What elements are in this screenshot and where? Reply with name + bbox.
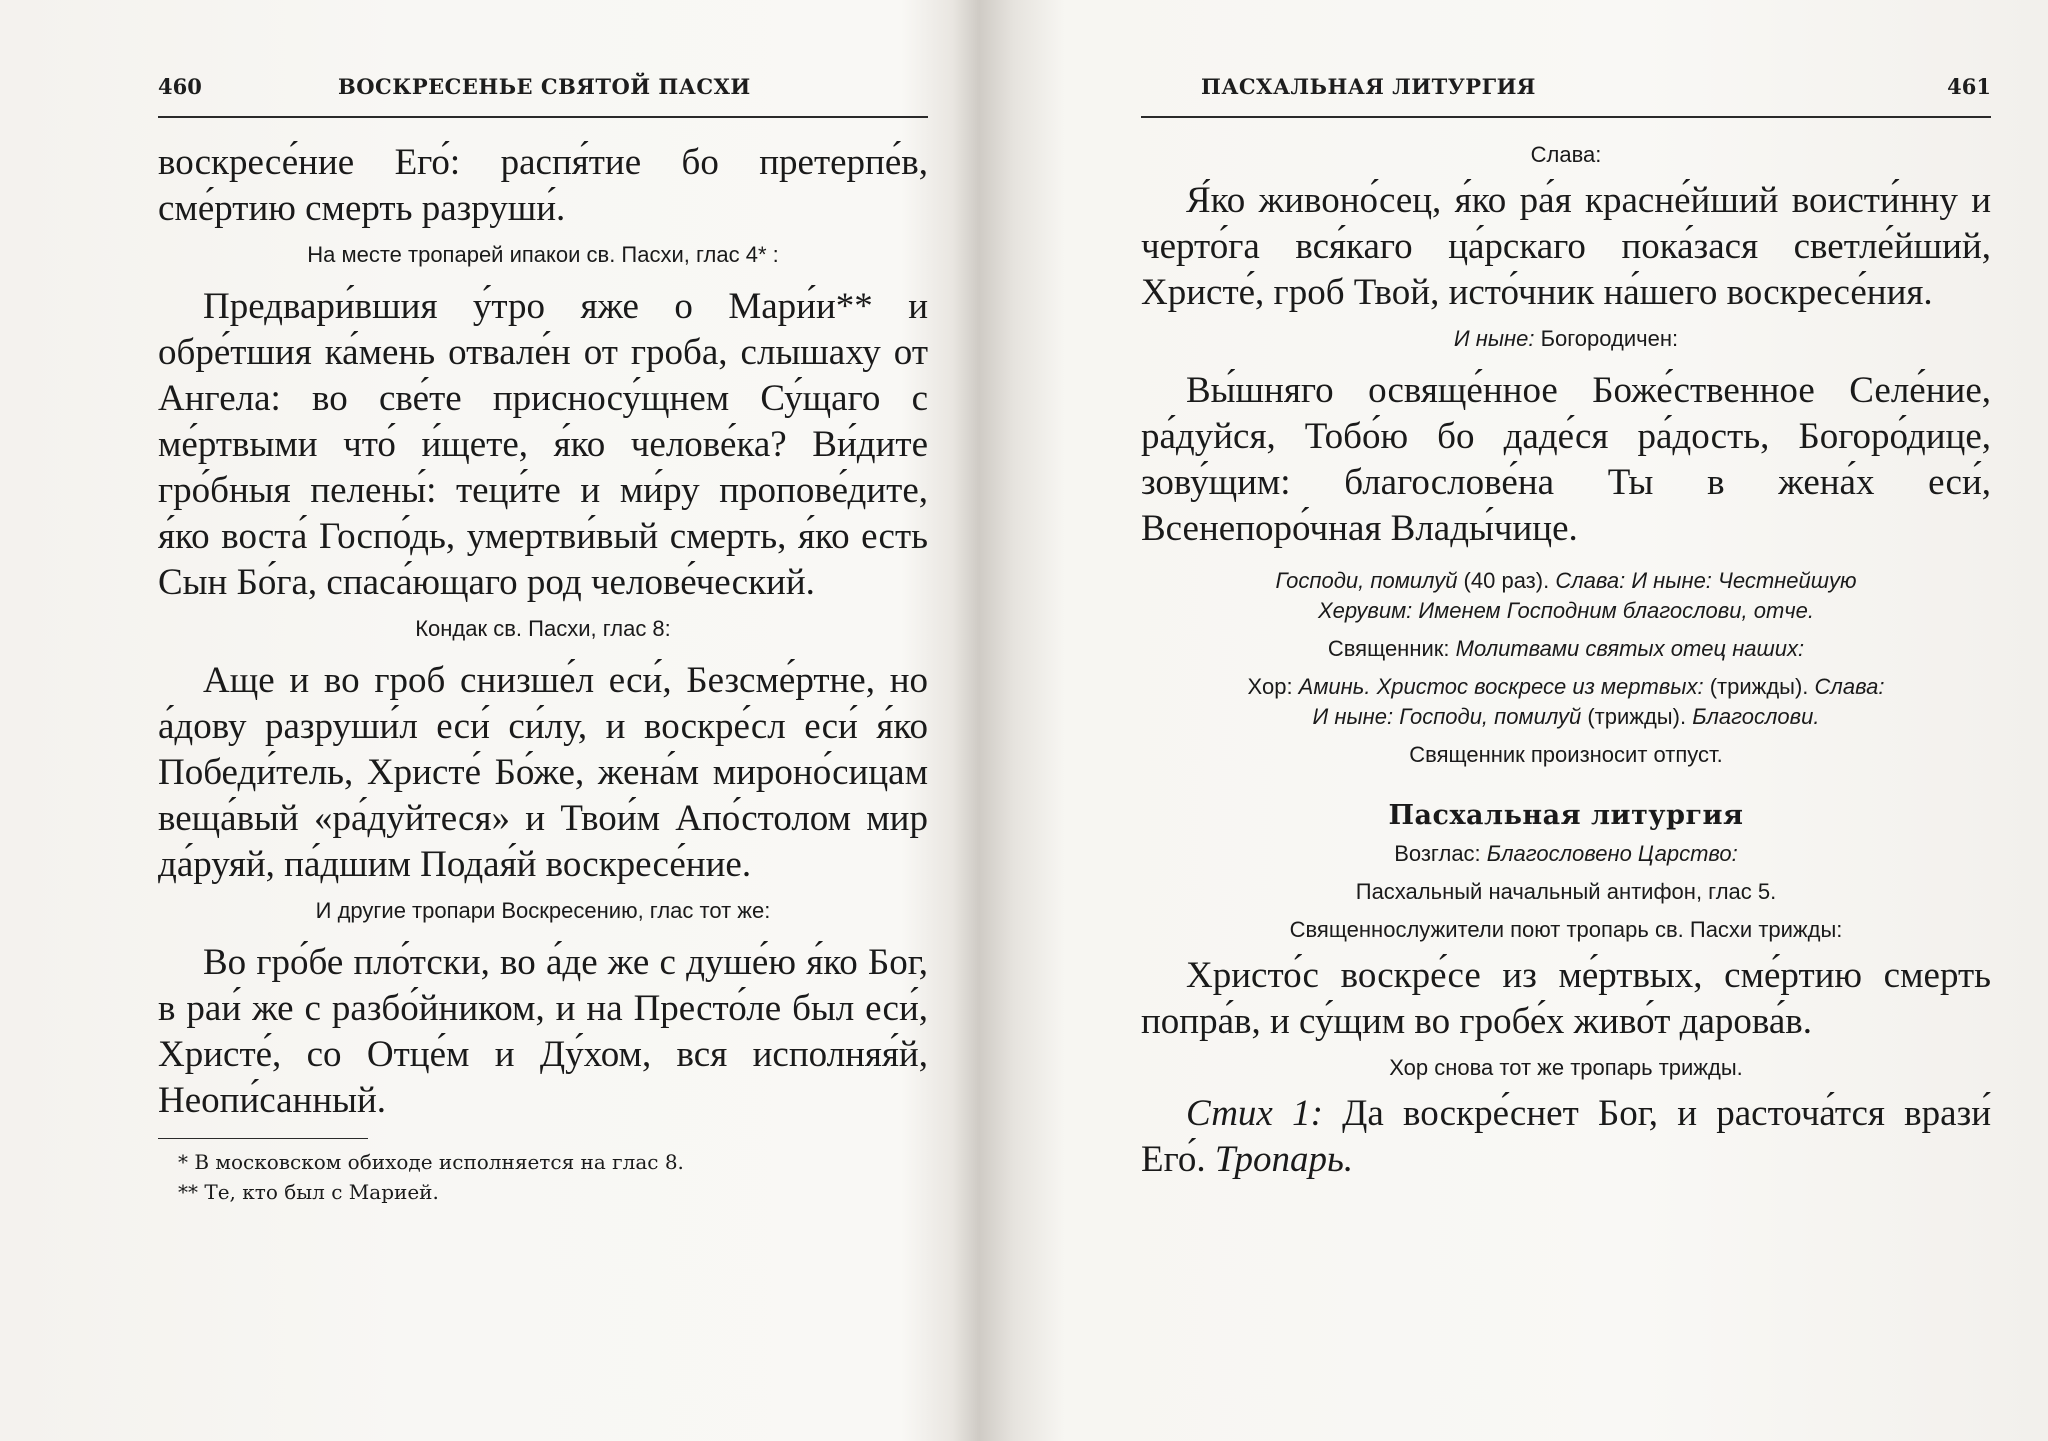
paragraph: Вы́шняго освяще́нное Боже́ственное Селе́ние, ра́дуйся, Тобо́ю бо даде́ся ра́дость, Богоро́дице, зову́щим: благослове́на Ты в жена́х еси́, Всенепоро́чная Влады́чице.: [1141, 370, 1991, 549]
rubric: Священнослужители поют тропарь св. Пасхи трижды:: [1289, 917, 1843, 942]
paragraph: Предвари́вшия у́тро яже о Мари́и** и обре́тшия ка́мень отвале́н от гроба, слышаху от Ангела: во све́те присносу́щнем Су́щаго с ме́ртвыми что́ и́щете, я́ко челове́ка? Ви́дите гро́бныя пелены́: теци́те и ми́ру пропове́дите, я́ко воста́ Госпо́дь, умертви́вый смерть, я́ко есть Сын Бо́га, спаса́ющаго род челове́ческий.: [158, 286, 928, 603]
paragraph: Я́ко живоно́сец, я́ко ра́я красне́йший воисти́нну и черто́га вся́каго ца́рскаго пока́зася светле́йший, Христе́, гроб Твой, исто́чник на́шего воскресе́ния.: [1141, 180, 1991, 313]
rubric: На месте тропарей ипакои св. Пасхи, глас 4* :: [307, 242, 779, 267]
rubric: Кондак св. Пасхи, глас 8:: [415, 616, 671, 641]
page-number: 460: [158, 74, 202, 99]
right-text-column: [1141, 140, 1991, 1183]
paragraph: Стих 1: Да воскре́снет Бог, и расточа́тся врази́ Его́. Тропарь.: [1141, 1093, 1991, 1180]
page-number: 461: [1947, 74, 1991, 99]
footnotes: [158, 1138, 928, 1207]
section-title: Пасхальная литургия: [1388, 800, 1744, 831]
rubric: И другие тропари Воскресению, глас тот же:: [315, 898, 771, 923]
paragraph: Аще и во гроб снизше́л еси́, Безсме́ртне, но а́дову разруши́л еси́ си́лу, и воскре́сл еси́ я́ко Победи́тель, Христе́ Бо́же, жена́м мироно́сицам веща́вый «ра́дуйтеся» и Твои́м Апо́столом мир да́руяй, па́дшим Подая́й воскресе́ние.: [158, 660, 928, 885]
footnote: ** Те, кто был с Марией.: [178, 1180, 439, 1204]
right-page-header: [1141, 68, 1991, 118]
rubric: Возглас: Благословено Царство:: [1394, 841, 1738, 866]
rubric: Священник: Молитвами святых отец наших:: [1327, 636, 1805, 661]
right-page: [1085, 0, 2048, 1441]
rubric: И ныне: Богородичен:: [1453, 326, 1679, 351]
footnote-rule: [158, 1138, 368, 1139]
rubric: Пасхальный начальный антифон, глас 5.: [1355, 879, 1777, 904]
rubric: Хор: Аминь. Христос воскресе из мертвых: (трижды). Слава: И ныне: Господи, помилуй (трижды). Благослови.: [1247, 674, 1885, 729]
paragraph: Христо́с воскре́се из ме́ртвых, сме́ртию смерть попра́в, и су́щим во гробе́х живо́т дарова́в.: [1141, 955, 1991, 1042]
footnote: * В московском обиходе исполняется на глас 8.: [178, 1150, 684, 1174]
rubric: Священник произносит отпуст.: [1409, 742, 1723, 767]
left-text-column: [158, 140, 928, 1207]
rubric: Хор снова тот же тропарь трижды.: [1389, 1055, 1743, 1080]
running-title: ВОСКРЕСЕНЬЕ СВЯТОЙ ПАСХИ: [338, 74, 751, 99]
paragraph: воскресе́ние Его́: распя́тие бо претерпе́в, сме́ртию смерть разруши́.: [158, 142, 928, 229]
rubric: Господи, помилуй (40 раз). Слава: И ныне: Честнейшую Херувим: Именем Господним благослови, отче.: [1275, 568, 1857, 623]
running-title: ПАСХАЛЬНАЯ ЛИТУРГИЯ: [1201, 74, 1536, 99]
left-page: [0, 0, 940, 1441]
rubric: Слава:: [1530, 142, 1602, 167]
left-page-header: [158, 68, 928, 118]
paragraph: Во гро́бе пло́тски, во а́де же с душе́ю я́ко Бог, в раи́ же с разбо́йником, и на Престо́ле был еси́, Христе́, со Отце́м и Ду́хом, вся исполняя́й, Неопи́санный.: [158, 942, 928, 1121]
